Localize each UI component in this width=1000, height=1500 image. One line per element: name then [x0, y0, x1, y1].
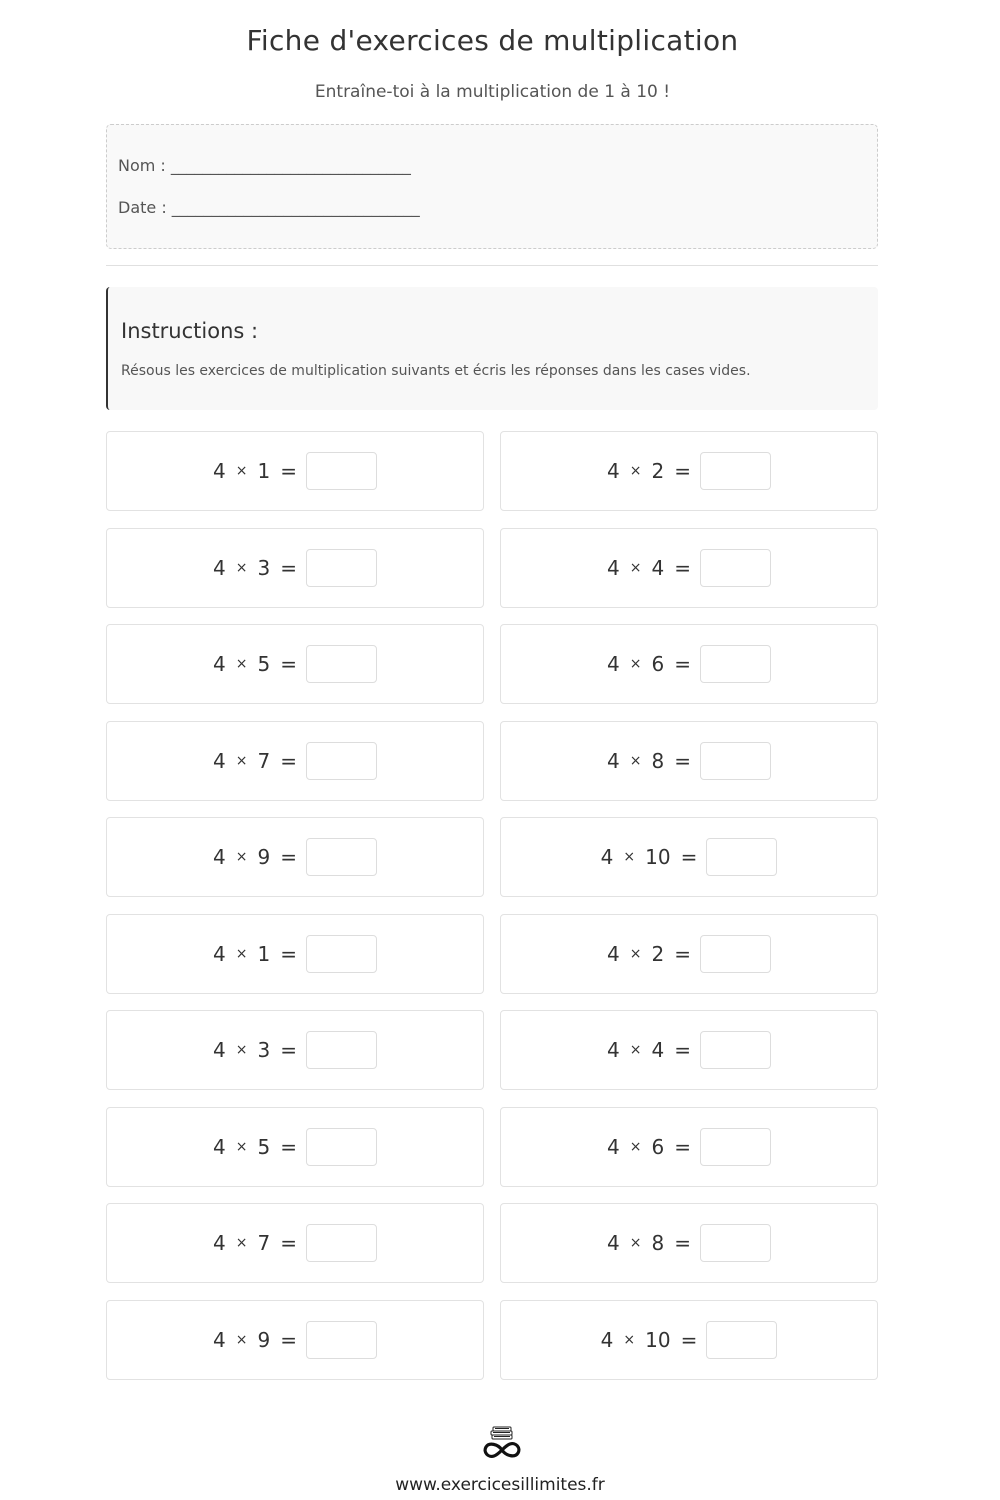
operand-a: 4: [213, 1134, 226, 1159]
multiplication-expression: [213, 935, 377, 973]
answer-input[interactable]: [306, 549, 377, 587]
answer-input[interactable]: [306, 1224, 377, 1262]
multiply-sign: ×: [235, 1331, 248, 1348]
equals-sign: =: [674, 748, 691, 773]
equals-sign: =: [674, 555, 691, 580]
equals-sign: =: [280, 941, 297, 966]
exercise-card: [500, 431, 878, 511]
equals-sign: =: [674, 652, 691, 676]
answer-input[interactable]: [700, 452, 771, 490]
multiplication-expression: [607, 1224, 771, 1262]
exercise-card: [106, 721, 484, 801]
equals-sign: =: [674, 459, 691, 483]
exercise-card: [500, 528, 878, 608]
equals-sign: =: [680, 845, 698, 869]
answer-input[interactable]: [306, 742, 377, 780]
page-title: Fiche d'exercices de multiplication: [246, 24, 739, 57]
answer-input[interactable]: [306, 452, 377, 490]
operand-a: 4: [607, 748, 620, 773]
answer-input[interactable]: [306, 1128, 377, 1166]
exercise-card: [106, 528, 484, 608]
answer-input[interactable]: [700, 1031, 771, 1069]
operand-b: 9: [257, 845, 271, 869]
multiplication-expression: [213, 1031, 377, 1069]
answer-input[interactable]: [700, 1128, 771, 1166]
multiply-sign: ×: [235, 752, 248, 769]
operand-a: 4: [607, 652, 620, 676]
operand-b: 1: [257, 941, 271, 966]
multiply-sign: ×: [235, 945, 248, 962]
multiplication-expression: [213, 1321, 377, 1359]
operand-a: 4: [607, 1231, 620, 1255]
multiply-sign: ×: [235, 559, 248, 576]
books-infinity-logo-icon: [477, 1423, 527, 1463]
equals-sign: =: [280, 1038, 297, 1062]
operand-a: 4: [213, 845, 226, 869]
multiplication-expression: [601, 838, 778, 876]
equals-sign: =: [680, 1327, 698, 1352]
equals-sign: =: [674, 941, 691, 966]
page-subtitle: Entraîne-toi à la multiplication de 1 à 10 !: [314, 82, 671, 102]
operand-a: 4: [213, 1038, 226, 1062]
equals-sign: =: [280, 555, 297, 580]
exercise-card: [500, 1107, 878, 1187]
multiply-sign: ×: [629, 656, 642, 672]
section-divider: [106, 265, 878, 266]
operand-b: 9: [257, 1327, 271, 1352]
multiply-sign: ×: [629, 463, 642, 479]
answer-input[interactable]: [700, 1224, 771, 1262]
multiplication-expression: [213, 838, 377, 876]
operand-b: 4: [651, 555, 665, 580]
answer-input[interactable]: [700, 645, 771, 683]
multiply-sign: ×: [629, 752, 642, 769]
multiply-sign: ×: [629, 945, 642, 962]
answer-input[interactable]: [700, 549, 771, 587]
operand-a: 4: [213, 1231, 226, 1255]
operand-a: 4: [213, 555, 226, 580]
answer-input[interactable]: [700, 742, 771, 780]
multiplication-expression: [601, 1321, 778, 1359]
operand-a: 4: [607, 1038, 620, 1062]
operand-a: 4: [213, 652, 226, 676]
exercise-card: [106, 1203, 484, 1283]
exercise-card: [500, 624, 878, 704]
operand-a: 4: [213, 1327, 226, 1352]
instructions-text: Résous les exercices de multiplication suivants et écris les réponses dans les cases vides.: [121, 363, 751, 379]
exercise-card: [500, 721, 878, 801]
equals-sign: =: [674, 1134, 691, 1159]
exercise-card: [106, 1300, 484, 1380]
exercise-grid: [106, 431, 878, 1380]
multiplication-expression: [607, 645, 771, 683]
operand-a: 4: [607, 459, 620, 483]
multiply-sign: ×: [235, 1235, 248, 1251]
student-info-box: [106, 124, 878, 249]
multiply-sign: ×: [235, 849, 248, 865]
answer-input[interactable]: [706, 838, 777, 876]
exercise-card: [106, 1010, 484, 1090]
operand-a: 4: [213, 748, 226, 773]
operand-a: 4: [213, 941, 226, 966]
multiplication-expression: [607, 452, 771, 490]
footer-website-url: www.exercicesillimites.fr: [395, 1475, 605, 1495]
operand-a: 4: [607, 941, 620, 966]
multiplication-expression: [213, 452, 377, 490]
multiply-sign: ×: [629, 559, 642, 576]
multiplication-expression: [607, 935, 771, 973]
multiply-sign: ×: [235, 1042, 248, 1058]
date-field-label: Date : _______________________________: [118, 198, 420, 217]
answer-input[interactable]: [700, 935, 771, 973]
equals-sign: =: [280, 845, 297, 869]
exercise-card: [500, 1300, 878, 1380]
instructions-heading: Instructions :: [121, 319, 259, 343]
name-field-label: Nom : ______________________________: [118, 156, 411, 175]
multiplication-expression: [607, 549, 771, 587]
multiplication-expression: [213, 645, 377, 683]
equals-sign: =: [280, 1327, 297, 1352]
multiplication-expression: [607, 1128, 771, 1166]
equals-sign: =: [280, 1134, 297, 1159]
answer-input[interactable]: [306, 838, 377, 876]
equals-sign: =: [674, 1231, 691, 1255]
operand-b: 5: [257, 652, 271, 676]
operand-b: 3: [257, 555, 271, 580]
multiplication-expression: [213, 1224, 377, 1262]
operand-b: 8: [651, 1231, 665, 1255]
operand-b: 1: [257, 459, 271, 483]
answer-input[interactable]: [306, 1031, 377, 1069]
exercise-card: [500, 1203, 878, 1283]
operand-b: 4: [651, 1038, 665, 1062]
operand-a: 4: [607, 1134, 620, 1159]
answer-input[interactable]: [306, 1321, 377, 1359]
operand-b: 2: [651, 459, 665, 483]
equals-sign: =: [280, 459, 297, 483]
operand-b: 3: [257, 1038, 271, 1062]
equals-sign: =: [280, 1231, 297, 1255]
multiply-sign: ×: [235, 463, 248, 479]
operand-b: 10: [645, 845, 671, 869]
operand-b: 6: [651, 1134, 665, 1159]
multiply-sign: ×: [623, 849, 636, 865]
operand-a: 4: [600, 1327, 614, 1352]
operand-b: 7: [257, 748, 271, 773]
multiply-sign: ×: [235, 1138, 248, 1155]
equals-sign: =: [280, 748, 297, 773]
multiplication-expression: [607, 1031, 771, 1069]
exercise-card: [106, 624, 484, 704]
operand-b: 5: [257, 1134, 271, 1159]
exercise-card: [500, 914, 878, 994]
multiplication-expression: [213, 549, 377, 587]
exercise-card: [500, 1010, 878, 1090]
operand-b: 10: [645, 1327, 671, 1352]
operand-a: 4: [607, 555, 620, 580]
multiplication-expression: [607, 742, 771, 780]
multiply-sign: ×: [623, 1331, 636, 1348]
answer-input[interactable]: [706, 1321, 777, 1359]
answer-input[interactable]: [306, 935, 377, 973]
operand-b: 6: [651, 652, 665, 676]
exercise-card: [500, 817, 878, 897]
operand-b: 8: [651, 748, 665, 773]
operand-b: 7: [257, 1231, 271, 1255]
exercise-card: [106, 431, 484, 511]
exercise-card: [106, 817, 484, 897]
multiply-sign: ×: [235, 656, 248, 672]
exercise-card: [106, 1107, 484, 1187]
multiplication-expression: [213, 742, 377, 780]
equals-sign: =: [280, 652, 297, 676]
multiply-sign: ×: [629, 1138, 642, 1155]
multiply-sign: ×: [629, 1235, 642, 1251]
exercise-card: [106, 914, 484, 994]
instructions-box: [106, 287, 878, 410]
operand-b: 2: [651, 941, 665, 966]
operand-a: 4: [600, 845, 614, 869]
multiplication-expression: [213, 1128, 377, 1166]
equals-sign: =: [674, 1038, 691, 1062]
multiply-sign: ×: [629, 1042, 642, 1058]
answer-input[interactable]: [306, 645, 377, 683]
operand-a: 4: [213, 459, 226, 483]
